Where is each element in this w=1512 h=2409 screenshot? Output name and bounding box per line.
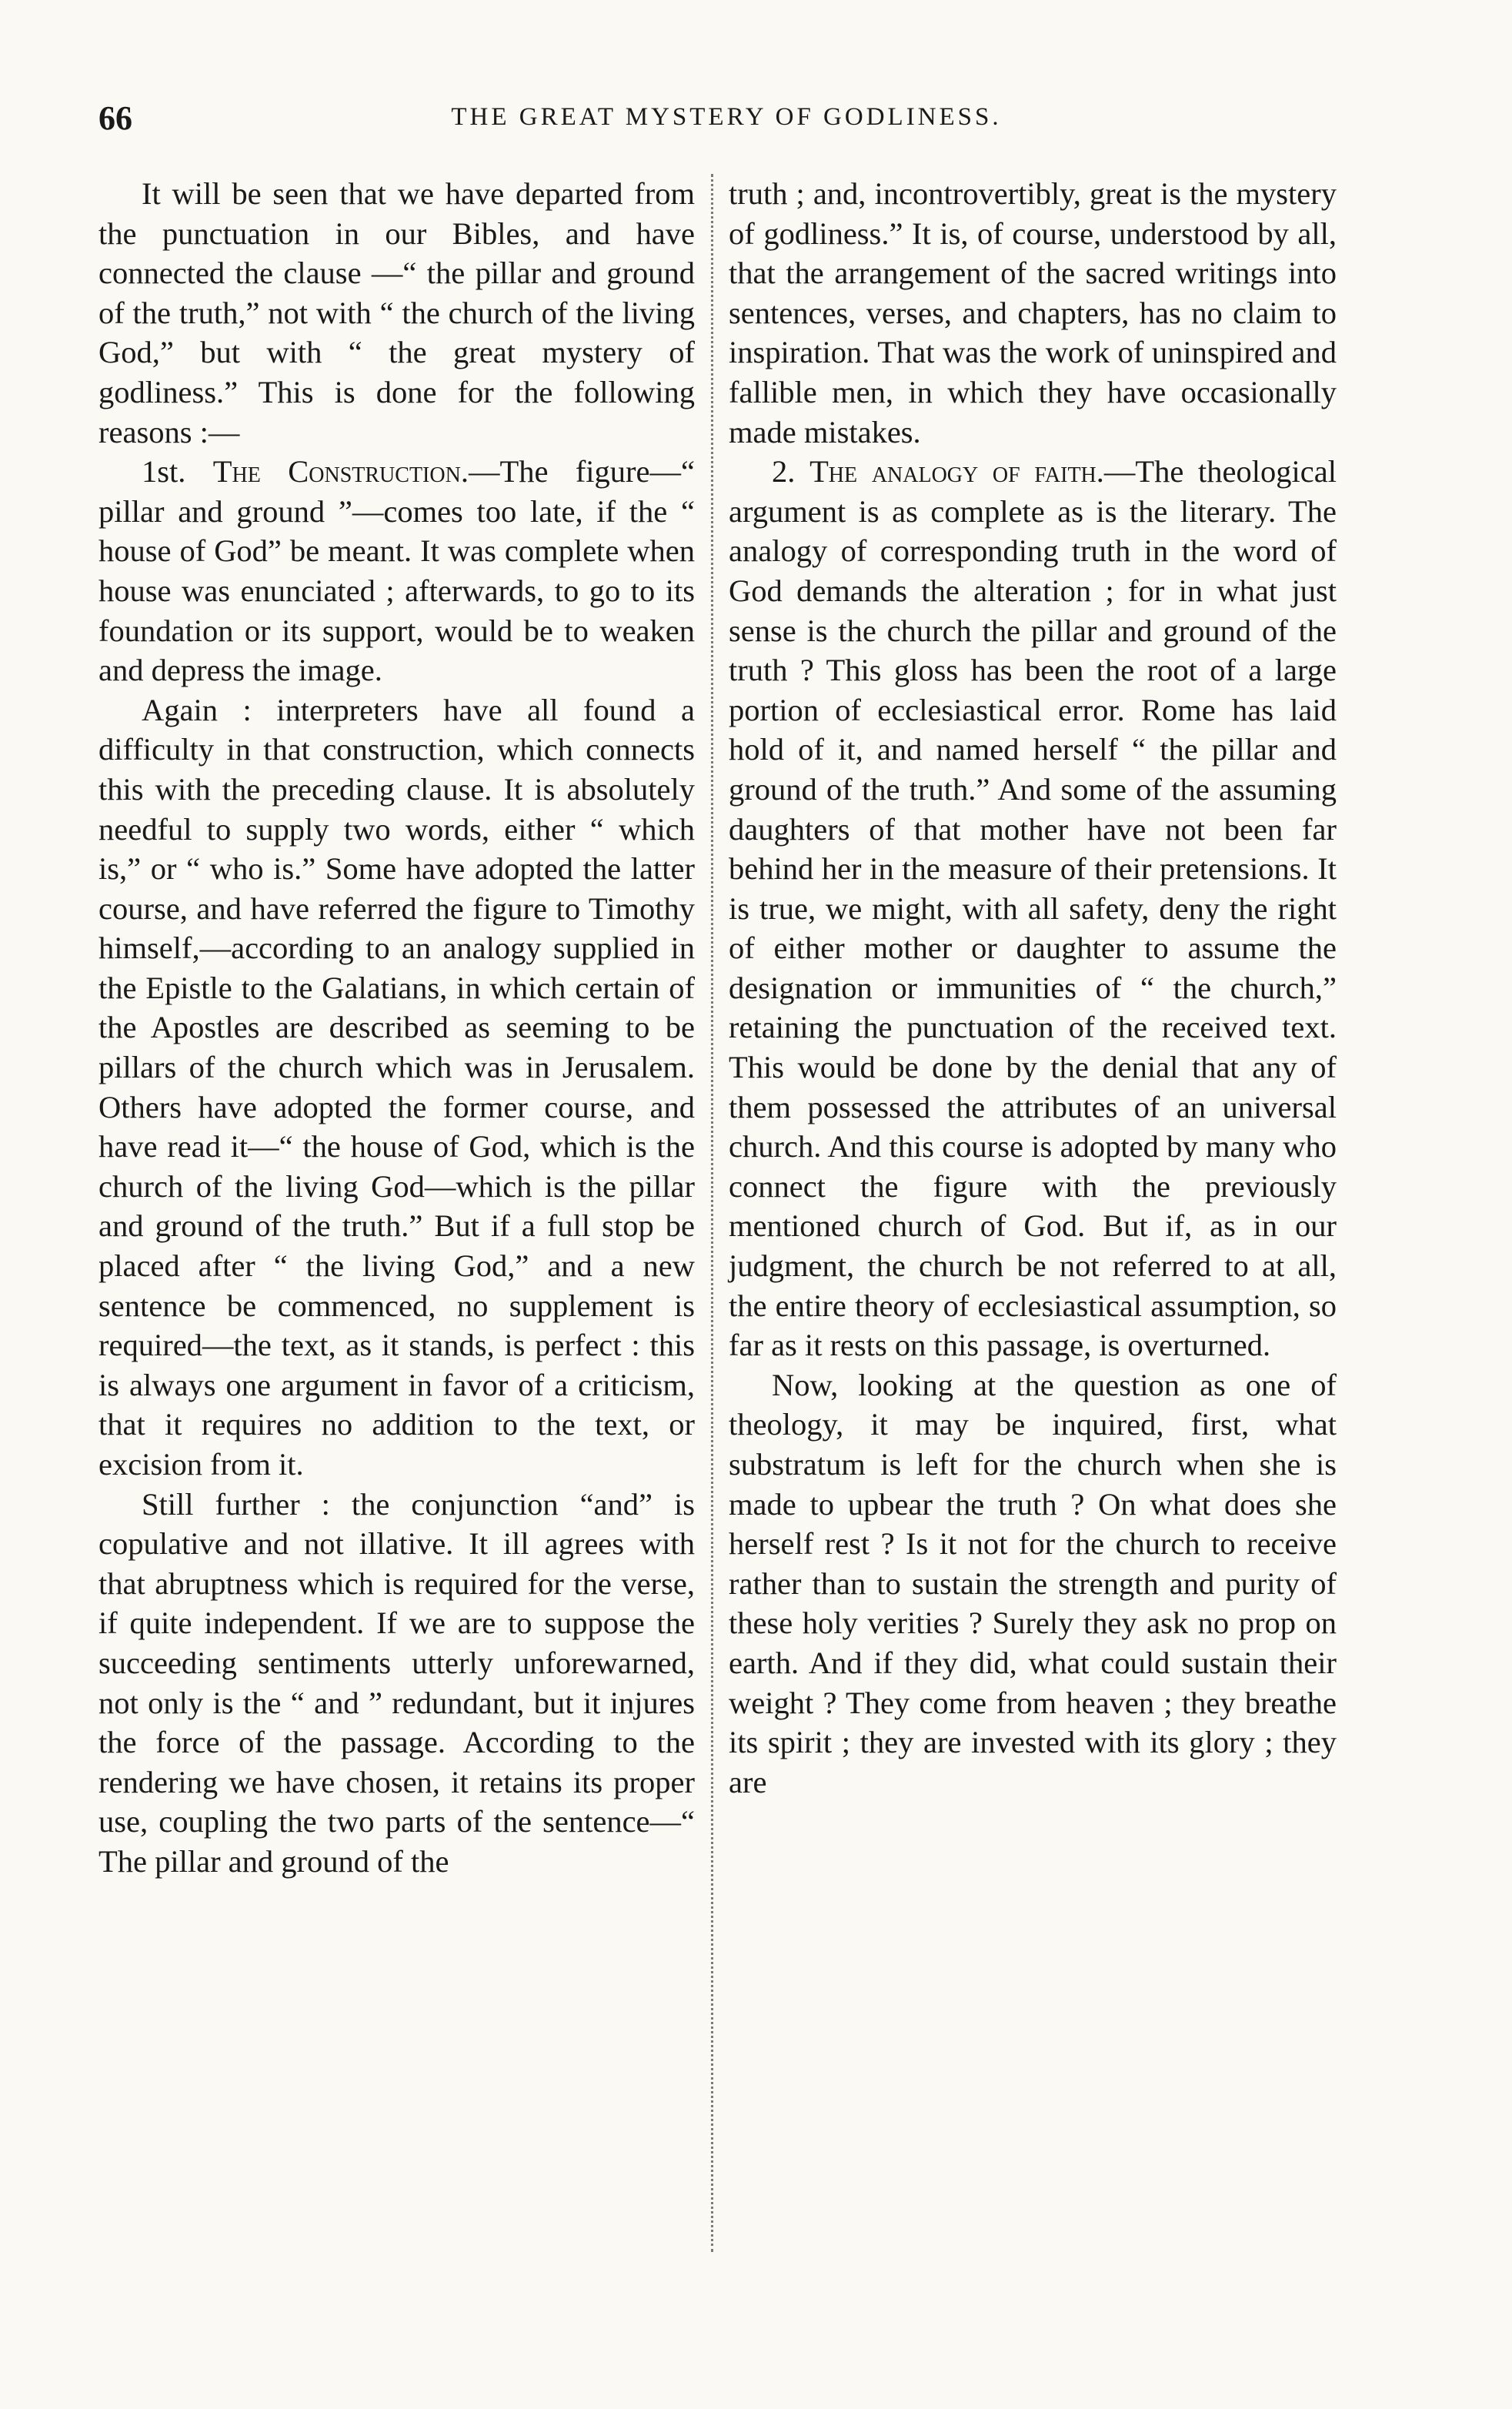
section-heading: The Construction.	[212, 454, 469, 489]
paragraph: Again : interpreters have all found a difficulty in that construction, which connects this with the preceding clause. It is absolutely needful to supply two words, either “ which is,” or “ who is.” Some have adopted the latter course, and have referred the figure to Timothy himself,—according to an analogy supplied in the Epistle to the Galatians, in which certain of the Apostles are described as seeming to be pillars of the church which was in Jerusalem. Others have adopted the former course, and have read it—“ the house of God, which is the church of the living God—which is the pillar and ground of the truth.” But if a full stop be placed after “ the living God,” and a new sentence be commenced, no supplement is required—the text, as it stands, is perfect : this is always one argument in favor of a criticism, that it requires no addition to the text, or excision from it.	[98, 692, 695, 1482]
page-number: 66	[98, 99, 132, 137]
paragraph-continued: truth ; and, incontrovertibly, great is the mystery of godliness.” It is, of course, understood by all, that the arrangement of the sacred writings into sentences, verses, and chapters, has no claim to inspiration. That was the work of uninspired and fallible men, in which they have occasionally made mistakes.	[729, 176, 1337, 449]
paragraph-text: —The theological argument is as complete as is the literary. The analogy of corresponding truth in the word of God demands the alteration ; for in what just sense is the church the pillar and ground of the truth ? This gloss has been the root of a large portion of ecclesiastical error. Rome has laid hold of it, and named herself “ the pillar and ground of the truth.” And some of the assuming daughters of that mother have not been far behind her in the measure of their pretensions. It is true, we might, with all safety, deny the right of either mother or daughter to assume the designation or immunities of “ the church,” retaining the punctuation of the received text. This would be done by the denial that any of them possessed the attributes of an universal church. And this course is adopted by many who connect the figure with the previously mentioned church of God. But if, as in our judgment, the church be not referred to at all, the entire theory of ecclesiastical assumption, so far as it rests on this passage, is overturned.	[729, 454, 1337, 1363]
right-column	[729, 174, 1337, 1802]
left-column	[98, 174, 695, 1882]
paragraph-analogy	[729, 452, 1337, 1365]
paragraph-construction	[98, 452, 695, 690]
section-number: 2.	[772, 454, 810, 489]
paragraph: It will be seen that we have departed from the punctuation in our Bibles, and have connected the clause —“ the pillar and ground of the truth,” not with “ the church of the living God,” but with “ the great mystery of godliness.” This is done for the following reasons :—	[98, 176, 695, 449]
paragraph: Now, looking at the question as one of theology, it may be inquired, first, what substratum is left for the church when she is made to upbear the truth ? On what does she herself rest ? Is it not for the church to receive rather than to sustain the strength and purity of these holy verities ? Surely they ask no prop on earth. And if they did, what could sustain their weight ? They come from heaven ; they breathe its spirit ; they are invested with its glory ; they are	[729, 1367, 1337, 1799]
column-divider	[711, 174, 713, 2252]
page-header	[98, 99, 1354, 145]
section-heading: The analogy of faith.	[809, 454, 1104, 489]
paragraph-text: —The figure—“ pillar and ground ”—comes too late, if the “ house of God” be meant. It was complete when house was enunciated ; afterwards, to go to its foundation or its support, would be to weaken and depress the image.	[98, 454, 695, 688]
section-number: 1st.	[142, 454, 213, 489]
running-title: THE GREAT MYSTERY OF GODLINESS.	[451, 103, 1002, 131]
paragraph: Still further : the conjunction “and” is copulative and not illative. It ill agrees with that abruptness which is required for the verse, if quite independent. If we are to suppose the succeeding sentiments utterly unforewarned, not only is the “ and ” redundant, but it injures the force of the passage. According to the rendering we have chosen, it retains its proper use, coupling the two parts of the sentence—“ The pillar and ground of the	[98, 1486, 695, 1879]
